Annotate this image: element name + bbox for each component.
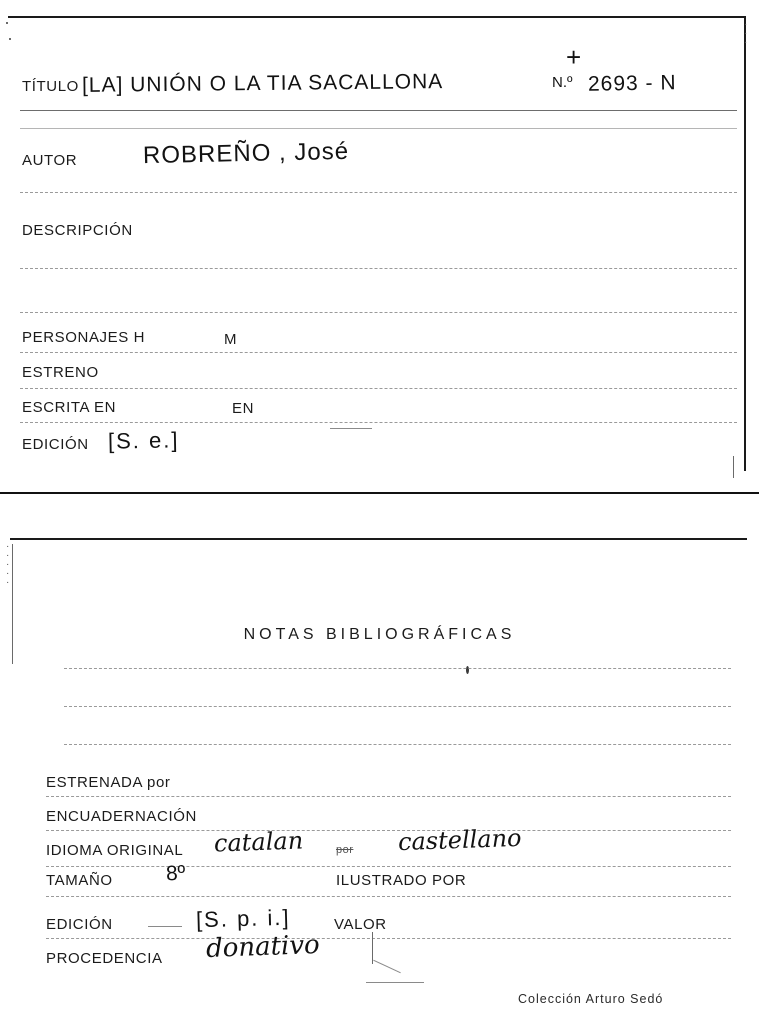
cross-mark-icon: + — [566, 42, 582, 72]
card-bottom-border — [0, 492, 759, 494]
label-estrenada-por: ESTRENADA por — [46, 774, 171, 791]
catalog-card-top — [0, 0, 759, 498]
value-autor: ROBREÑO , José — [142, 137, 350, 170]
card-top-border — [8, 16, 746, 18]
label-encuadernacion: ENCUADERNACIÓN — [46, 808, 197, 825]
pen-stroke-procedencia — [373, 960, 401, 974]
rule-titulo — [20, 110, 737, 111]
rule-encuadernacion — [46, 830, 731, 831]
rule-notas-3 — [64, 744, 731, 745]
pen-stroke-edicion — [148, 926, 182, 927]
rule-personajes — [20, 352, 737, 353]
label-personajes-h: PERSONAJES H — [22, 329, 146, 346]
corner-speckle-left-icon: · · · · · — [6, 541, 10, 588]
rule-descripcion-2 — [20, 312, 737, 313]
speck — [9, 38, 11, 40]
value-numero: 2693 - N — [587, 71, 677, 96]
pen-stroke-arc — [366, 982, 424, 983]
label-escrita-en: ESCRITA EN — [22, 399, 117, 416]
rule-descripcion-1 — [20, 268, 737, 269]
label-idioma-original: IDIOMA ORIGINAL — [46, 842, 184, 859]
label-valor: VALOR — [334, 916, 387, 933]
label-personajes-m: M — [224, 331, 238, 348]
value-edicion: [S. e.] — [107, 427, 180, 454]
rule-escrita-en — [20, 422, 737, 423]
value-idioma-traducido: castellano — [397, 823, 522, 857]
label-escrita-en-2: EN — [232, 400, 255, 417]
value-tamano: 8º — [165, 861, 186, 886]
label-descripcion: DESCRIPCIÓN — [22, 222, 133, 239]
value-titulo: [LA] UNIÓN O LA TIA SACALLONA — [81, 70, 444, 97]
label-tamano: TAMAÑO — [46, 872, 113, 889]
label-edicion-bottom: EDICIÓN — [46, 916, 113, 933]
rule-estrenada — [46, 796, 731, 797]
label-titulo: TÍTULO — [22, 78, 79, 95]
card-left-edge — [12, 544, 13, 664]
pen-stroke — [330, 428, 372, 429]
card-bottom-top-border — [10, 538, 747, 540]
label-procedencia: PROCEDENCIA — [46, 950, 163, 967]
catalog-card-bottom — [0, 520, 759, 1028]
rule-edicion — [46, 938, 731, 939]
rule-tamano — [46, 896, 731, 897]
card-right-border — [744, 16, 746, 471]
label-edicion: EDICIÓN — [22, 436, 89, 453]
rule-estreno — [20, 388, 737, 389]
value-edicion-bottom: [S. p. i.] — [195, 904, 291, 933]
notas-bibliograficas-title: NOTAS BIBLIOGRÁFICAS — [243, 626, 516, 643]
label-estreno: ESTRENO — [22, 364, 99, 381]
value-idioma-original: catalan — [213, 826, 304, 858]
rule-idioma — [46, 866, 731, 867]
pen-stroke-vertical-2 — [372, 932, 373, 964]
struck-word-por: por — [336, 844, 354, 856]
rule-autor — [20, 128, 737, 129]
label-ilustrado-por: ILUSTRADO POR — [336, 872, 467, 889]
speck — [6, 22, 8, 24]
pen-stroke-vertical — [733, 456, 734, 478]
label-autor: AUTOR — [22, 152, 78, 169]
rule-notas-1 — [64, 668, 731, 669]
value-procedencia: donativo — [205, 930, 321, 964]
corner-speckle-icon: · · · — [744, 19, 748, 48]
label-numero: N.º — [552, 74, 573, 91]
rule-autor-bottom — [20, 192, 737, 193]
collection-credit: Colección Arturo Sedó — [518, 992, 664, 1006]
rule-notas-2 — [64, 706, 731, 707]
